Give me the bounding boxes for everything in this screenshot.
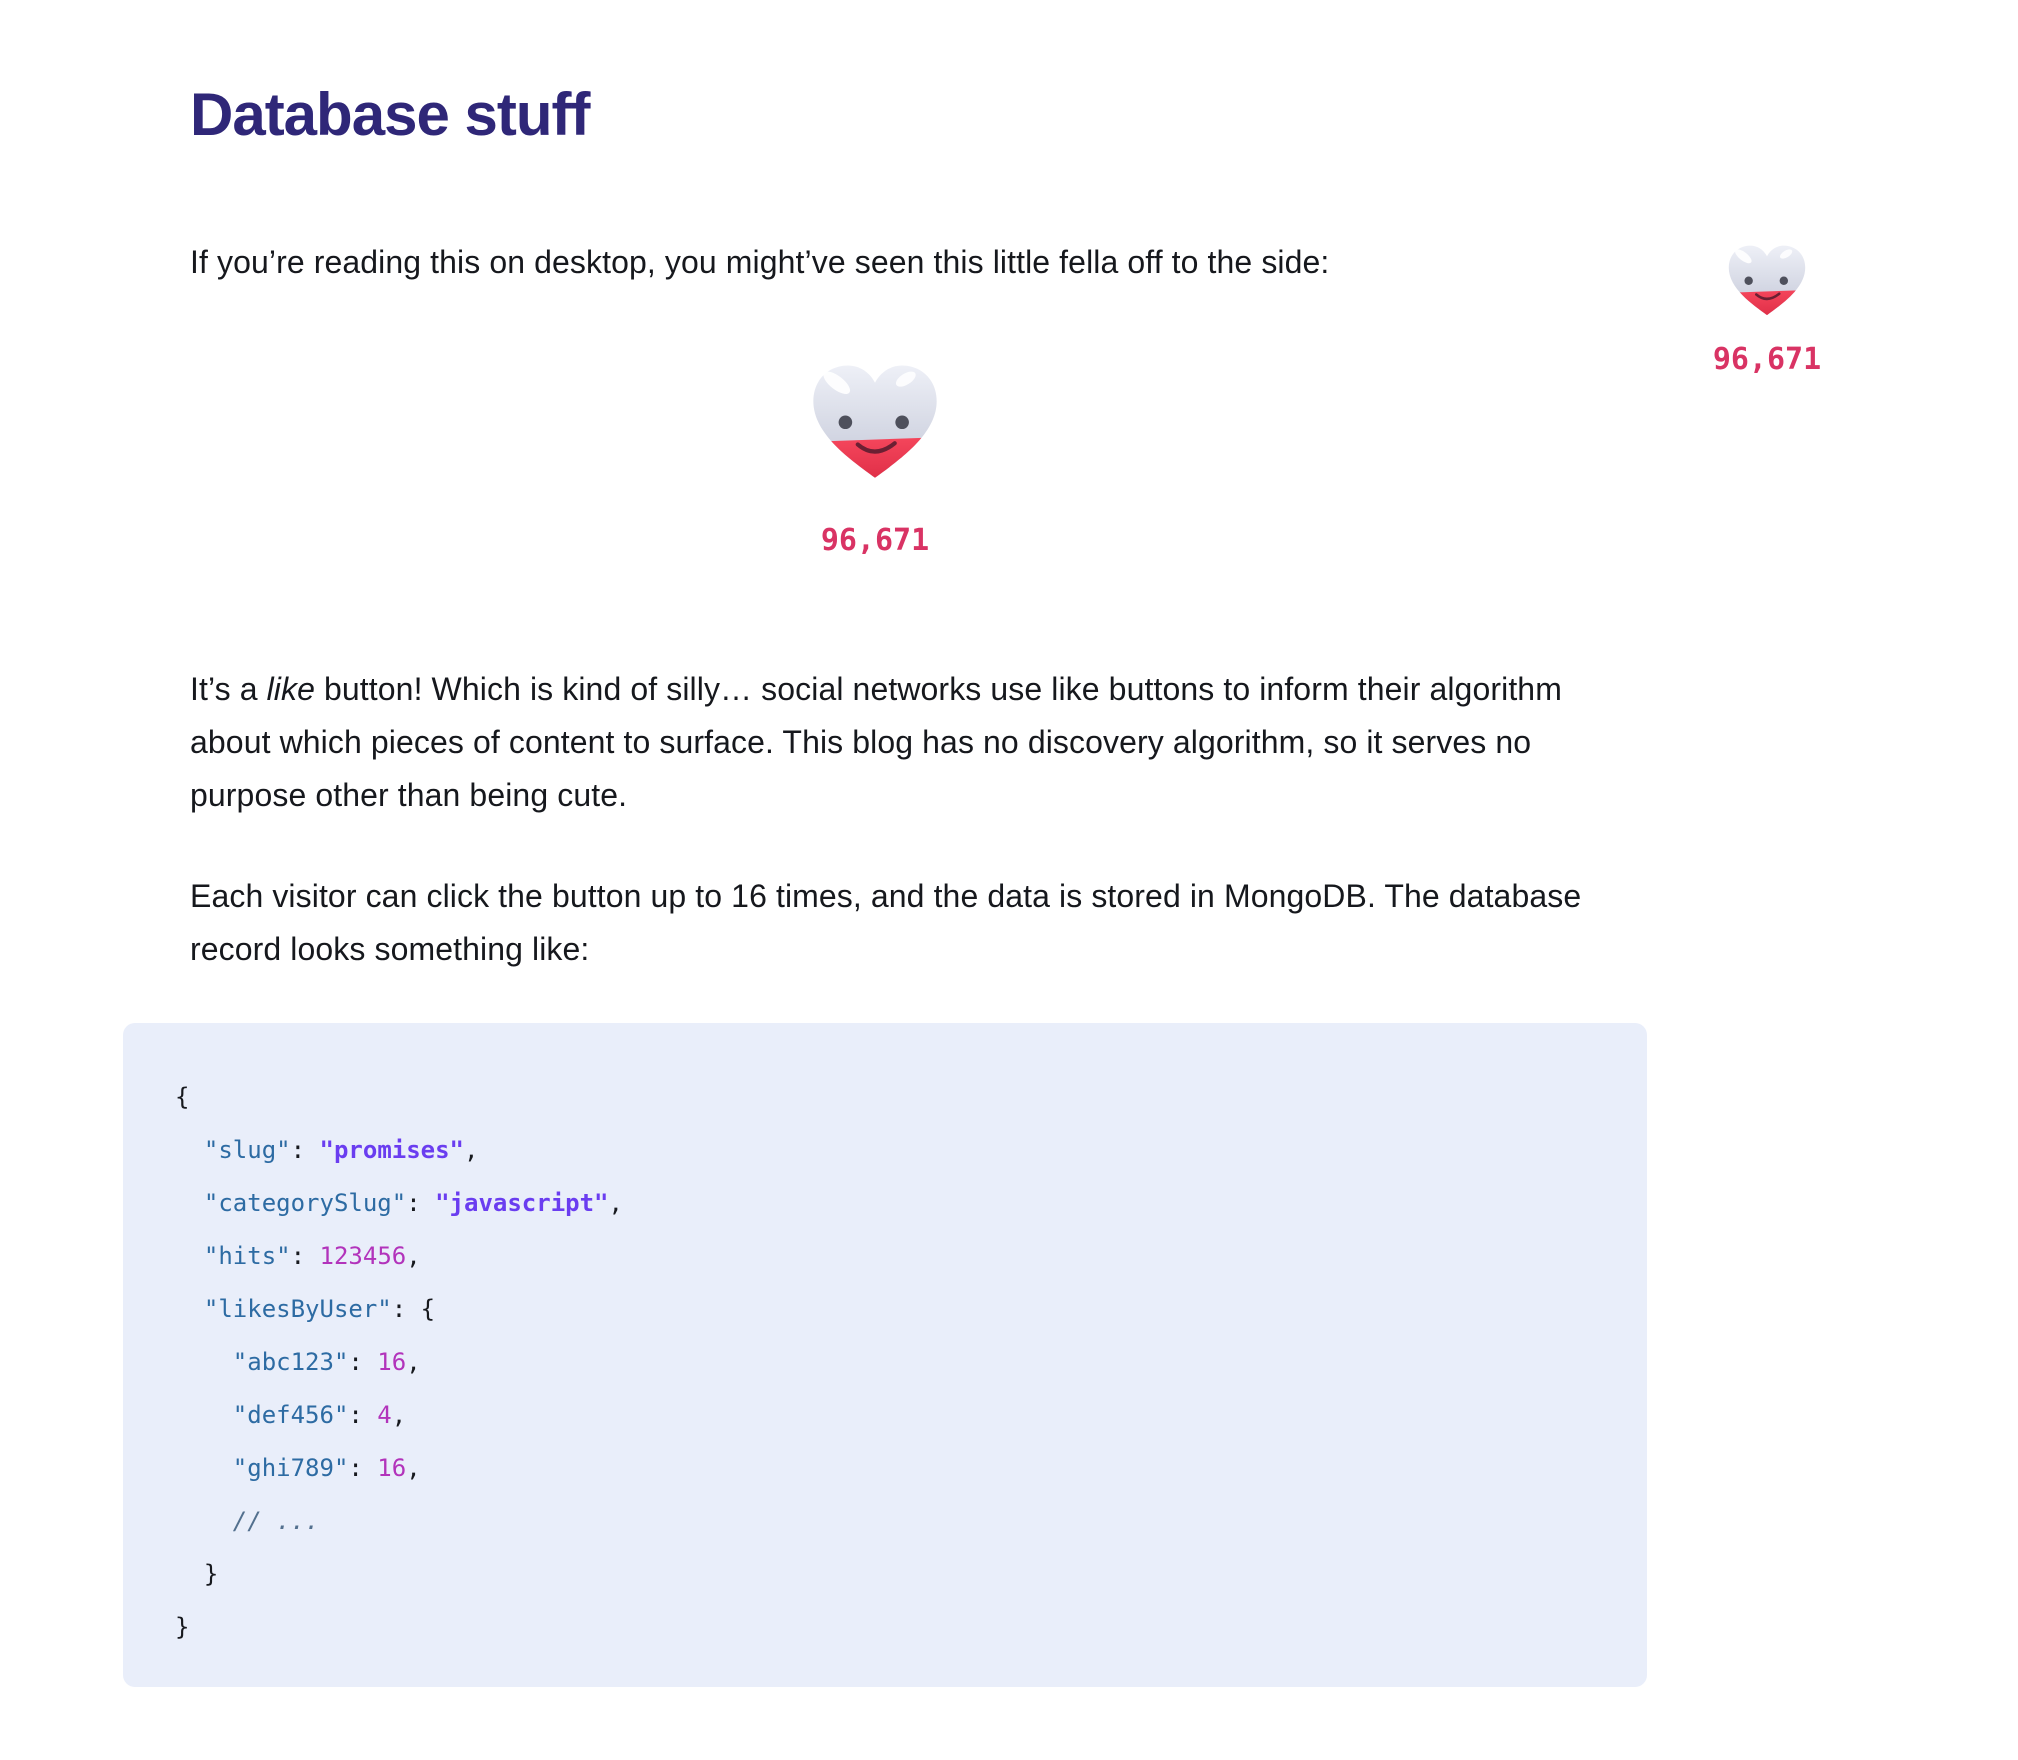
code-line: {	[175, 1083, 190, 1111]
page-title: Database stuff	[190, 81, 590, 148]
code-line: "hits": 123456,	[203, 1242, 421, 1270]
like-count: 96,671	[820, 523, 930, 558]
paragraph-text: button! Which is kind of silly… social networks use like buttons to inform their algorithm about which pieces of content to surface. This blog has no discovery algorithm, so it serves no purpose other than being cute.	[190, 671, 1562, 813]
code-line: "ghi789": 16,	[232, 1454, 421, 1482]
code-line: }	[203, 1560, 219, 1588]
intro-paragraph: If you’re reading this on desktop, you might’ve seen this little fella off to the side:	[190, 244, 1330, 280]
code-line: // ...	[232, 1507, 320, 1535]
code-line: "def456": 4,	[232, 1401, 407, 1429]
heart-icon	[801, 358, 949, 489]
sidebar-like-count: 96,671	[1712, 342, 1822, 377]
like-explanation-paragraph	[190, 663, 1602, 822]
code-line: "abc123": 16,	[232, 1348, 421, 1376]
like-button[interactable]	[801, 358, 949, 559]
code-line: "categorySlug": "javascript",	[203, 1189, 623, 1217]
emphasized-word: like	[266, 671, 316, 707]
paragraph-text: It’s a	[190, 671, 267, 707]
sidebar-heart-icon	[1721, 241, 1813, 322]
mongodb-paragraph: Each visitor can click the button up to 16 times, and the data is stored in MongoDB. The database record looks something like:	[190, 878, 1582, 967]
code-block	[123, 1023, 1647, 1687]
code-line: "slug": "promises",	[203, 1136, 479, 1164]
code-line: }	[175, 1613, 190, 1641]
code-content	[175, 1071, 1607, 1654]
code-line: "likesByUser": {	[203, 1295, 436, 1323]
sidebar-like-button[interactable]	[1712, 241, 1822, 378]
